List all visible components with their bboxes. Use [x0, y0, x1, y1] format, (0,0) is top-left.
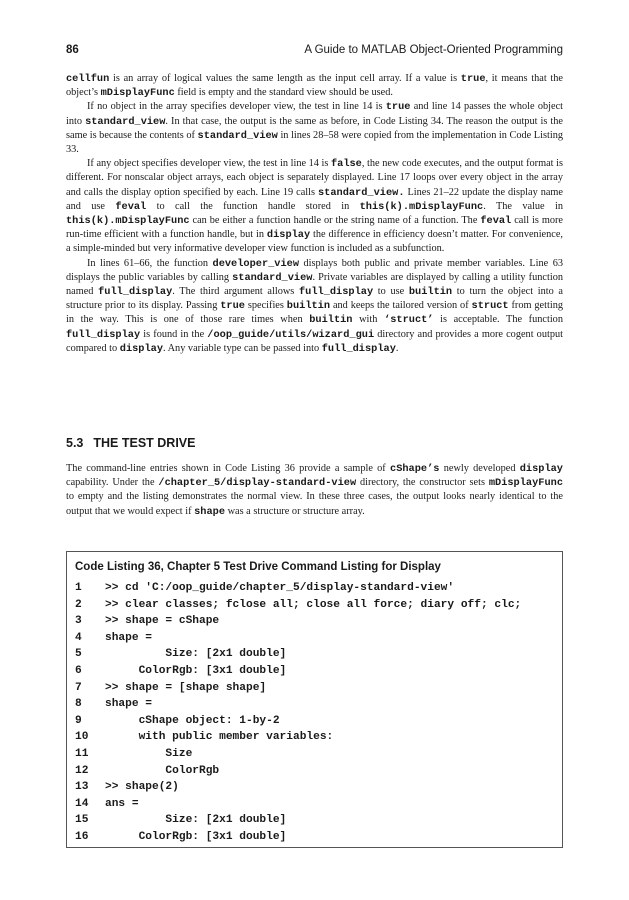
paragraph — [66, 100, 563, 157]
page-number: 86 — [66, 44, 79, 56]
line-code: with public member variables: — [105, 731, 334, 744]
text-run: is acceptable. The function — [433, 314, 563, 326]
text-run: field is empty and the standard view should be used. — [174, 87, 393, 99]
inline-code: builtin — [408, 286, 453, 299]
line-code: shape = — [105, 631, 152, 644]
inline-code: feval — [115, 200, 147, 213]
inline-code: ‘struct’ — [384, 314, 434, 327]
section-heading — [66, 436, 195, 450]
code-line — [75, 781, 555, 798]
inline-code: /chapter_5/display-standard-view — [158, 477, 357, 490]
inline-code: this(k).mDisplayFunc — [359, 200, 484, 213]
inline-code: this(k).mDisplayFunc — [66, 215, 190, 228]
text-run: to empty and the listing demonstrates the normal view. In these three cases, the output looks nearly identical to the output that we would expect if — [66, 491, 563, 517]
line-number: 3 — [75, 615, 82, 628]
line-number: 15 — [75, 814, 89, 827]
inline-code: builtin — [286, 300, 331, 313]
inline-code: display — [519, 463, 563, 475]
code-line — [75, 765, 555, 782]
text-run: capability. Under the — [66, 477, 159, 489]
text-run: call is more run-time efficient with a function handle, but in — [66, 215, 563, 241]
code-line — [75, 831, 555, 848]
code-line — [75, 715, 555, 732]
paragraph — [66, 257, 563, 356]
inline-code: feval — [480, 215, 512, 228]
text-run: is an array of logical values the same length as the input cell array. If a value is — [109, 73, 461, 84]
line-code: Size: [2x1 double] — [105, 814, 287, 827]
line-number: 6 — [75, 664, 82, 677]
line-code: >> shape = [shape shape] — [105, 681, 267, 694]
code-line — [75, 648, 555, 665]
line-code: Size — [105, 747, 193, 760]
code-line — [75, 731, 555, 748]
code-line — [75, 582, 555, 599]
inline-code: display — [266, 229, 311, 242]
section-title: THE TEST DRIVE — [93, 436, 196, 450]
text-run: with — [352, 314, 385, 326]
inline-code: full_display — [98, 286, 173, 299]
code-line — [75, 698, 555, 715]
line-number: 5 — [75, 648, 82, 661]
inline-code: struct — [471, 300, 509, 313]
line-code: ans = — [105, 797, 139, 810]
text-run: and keeps the tailored version of — [330, 300, 472, 312]
code-line — [75, 814, 555, 831]
text-run: . Any variable type can be passed into — [163, 342, 322, 354]
text-run: . The third argument allows — [172, 286, 299, 298]
inline-code: full_display — [298, 286, 374, 299]
line-code: ColorRgb: [3x1 double] — [105, 664, 287, 677]
text-run: the difference in efficiency doesn’t matter. For convenience, a simple-minded but very informative developer view function is included as a subfunction. — [66, 229, 563, 255]
line-number: 10 — [75, 731, 89, 744]
inline-code: full_display — [66, 328, 141, 341]
text-run: specifies — [244, 300, 287, 312]
line-number: 12 — [75, 764, 89, 777]
inline-code: standard_view. — [317, 186, 405, 199]
code-line — [75, 599, 555, 616]
code-listing-title: Code Listing 36, Chapter 5 Test Drive Command Listing for Display — [75, 561, 441, 573]
line-number: 2 — [75, 598, 82, 611]
inline-code: developer_view — [212, 257, 300, 270]
text-run: directory, the constructor sets — [356, 477, 489, 489]
text-run: If any object specifies developer view, the test in line 14 is — [87, 158, 331, 170]
line-number: 9 — [75, 714, 82, 727]
text-run: . — [395, 342, 399, 354]
text-run: , the new code executes, and the output format is different. For nonscalar object arrays, each object is separately displayed. Line 17 loops over every object in the array and calls the display option specified by each. Line 19 calls — [66, 158, 563, 198]
line-code: ColorRgb — [105, 764, 220, 777]
text-run: from getting in the way. This is one of those rare times when — [66, 300, 564, 326]
inline-code: /oop_guide/utils/wizard_gui — [207, 328, 375, 341]
line-code: ColorRgb: [3x1 double] — [105, 830, 287, 843]
code-line — [75, 632, 555, 649]
code-listing-box — [66, 551, 563, 848]
text-run: . Private variables are displayed by calling a utility function named — [66, 271, 563, 298]
line-number: 8 — [75, 698, 82, 711]
inline-code: standard_view — [197, 129, 278, 142]
line-code: >> cd 'C:/oop_guide/chapter_5/display-standard-view' — [105, 582, 455, 594]
inline-code: standard_view — [232, 271, 313, 284]
text-run: to call the function handle stored in — [146, 200, 360, 212]
text-run: was a structure or structure array. — [225, 505, 365, 517]
code-line — [75, 665, 555, 682]
body-text — [66, 72, 563, 356]
inline-code: cellfun — [66, 73, 110, 85]
paragraph — [66, 72, 563, 100]
text-run: in lines 28–58 were copied from the implementation in Code Listing 33. — [66, 129, 563, 156]
inline-code: display — [119, 342, 164, 355]
line-code: >> shape(2) — [105, 781, 179, 794]
text-run: . The value in — [483, 200, 563, 212]
text-run: can be either a function handle or the string name of a function. The — [189, 215, 481, 227]
book-title: A Guide to MATLAB Object-Oriented Programming — [304, 44, 563, 56]
inline-code: builtin — [309, 314, 353, 327]
line-number: 1 — [75, 582, 82, 594]
line-number: 11 — [75, 747, 89, 760]
text-run: . In that case, the output is the same as before, in Code Listing 34. The reason the output is the same is because the contents of — [66, 115, 564, 141]
line-code: >> clear classes; fclose all; close all force; diary off; clc; — [105, 598, 522, 611]
text-run: In lines 61–66, the function — [87, 257, 213, 269]
text-run: If no object in the array specifies developer view, the test in line 14 is — [87, 101, 386, 113]
text-run: and line 14 passes the whole object into — [66, 101, 563, 127]
text-run: The command-line entries shown in Code Listing 36 provide a sample of — [66, 463, 391, 474]
line-number: 4 — [75, 631, 82, 644]
section-number: 5.3 — [66, 436, 84, 450]
text-run: , it means that the object’s — [66, 73, 563, 99]
line-number: 14 — [75, 797, 89, 810]
inline-code: full_display — [321, 342, 396, 355]
line-number: 16 — [75, 830, 89, 843]
running-header — [66, 44, 563, 60]
paragraph — [66, 157, 563, 256]
text-run: to turn the object into a structure prior to its display. Passing — [66, 286, 563, 312]
inline-code: true — [220, 300, 245, 313]
line-code: Size: [2x1 double] — [105, 648, 287, 661]
inline-code: mDisplayFunc — [100, 87, 175, 100]
text-run: directory and provides a more cogent output compared to — [66, 328, 563, 354]
inline-code: true — [385, 101, 411, 114]
text-run: newly developed — [439, 463, 520, 474]
inline-code: standard_view — [85, 115, 166, 128]
code-line — [75, 682, 555, 699]
line-code: >> shape = cShape — [105, 615, 220, 628]
text-run: is found in the — [140, 328, 208, 340]
line-code: shape = — [105, 698, 152, 711]
section-body — [66, 462, 563, 519]
inline-code: cShape’s — [390, 463, 440, 475]
code-line — [75, 798, 555, 815]
code-line — [75, 615, 555, 632]
text-run: displays both public and private member variables. Line 63 displays the public variables by calling — [66, 257, 564, 283]
line-code: cShape object: 1-by-2 — [105, 714, 280, 727]
inline-code: mDisplayFunc — [488, 477, 563, 490]
code-listing-lines — [75, 582, 555, 848]
line-number: 7 — [75, 681, 82, 694]
paragraph — [66, 462, 563, 519]
code-line — [75, 748, 555, 765]
text-run: to use — [373, 286, 409, 298]
inline-code: shape — [194, 505, 226, 518]
inline-code: false — [330, 158, 362, 171]
line-number: 13 — [75, 781, 89, 794]
inline-code: true — [460, 73, 486, 85]
text-run: Lines 21–22 update the display name and use — [66, 186, 564, 212]
